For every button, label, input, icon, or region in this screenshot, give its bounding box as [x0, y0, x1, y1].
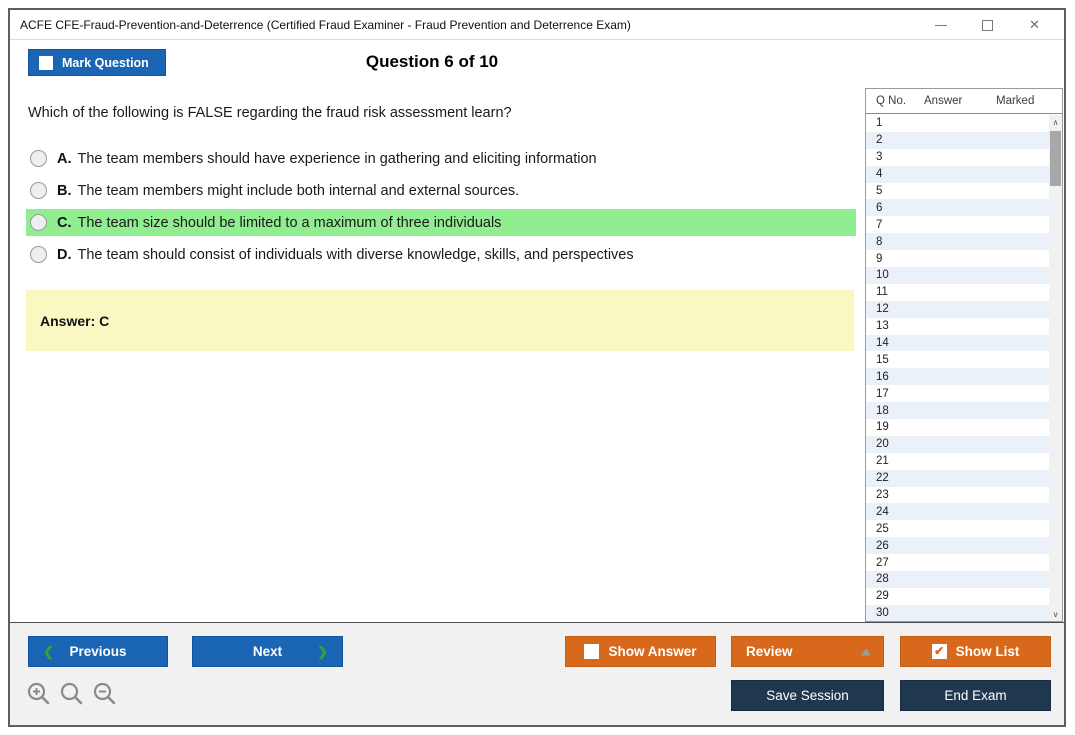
question-number: 12 [876, 303, 889, 316]
show-list-label: Show List [955, 644, 1020, 659]
scroll-up-icon[interactable]: ∧ [1052, 117, 1059, 127]
question-number: 2 [876, 134, 883, 147]
question-list-row[interactable] [866, 419, 1049, 436]
question-list-row[interactable] [866, 267, 1049, 284]
option-b-letter: B. [57, 182, 72, 199]
question-number: 26 [876, 539, 889, 552]
question-list-row[interactable] [866, 216, 1049, 233]
next-label: Next [252, 644, 283, 659]
question-number: 5 [876, 185, 883, 197]
close-icon: ✕ [1029, 17, 1040, 32]
mark-question-label: Mark Question [62, 55, 149, 70]
question-number: 25 [876, 522, 889, 535]
show-answer-button[interactable] [565, 636, 716, 667]
question-number: 20 [876, 438, 889, 451]
show-answer-label: Show Answer [608, 644, 697, 659]
option-a[interactable] [26, 145, 856, 172]
question-number: 11 [876, 286, 888, 299]
question-list-row[interactable] [866, 588, 1049, 605]
footer-bar [10, 622, 1064, 725]
question-list-row[interactable] [866, 520, 1049, 537]
question-list-row[interactable] [866, 537, 1049, 554]
question-list-row[interactable] [866, 318, 1049, 335]
question-list-row[interactable] [866, 183, 1049, 200]
chevron-left-icon: ❮ [43, 643, 54, 659]
minimize-button[interactable] [917, 10, 964, 40]
question-number: 30 [876, 607, 889, 620]
question-number: 23 [876, 489, 889, 502]
question-list-row[interactable] [866, 166, 1049, 183]
question-list-row[interactable] [866, 335, 1049, 352]
question-list-row[interactable] [866, 368, 1049, 385]
option-d[interactable] [26, 241, 856, 268]
question-list-row[interactable] [866, 385, 1049, 402]
review-dropdown[interactable] [731, 636, 884, 667]
toolbar [10, 41, 1064, 83]
dropdown-up-icon [861, 648, 871, 655]
question-number: 7 [876, 218, 883, 231]
zoom-reset-icon[interactable] [59, 681, 85, 707]
question-list-row[interactable] [866, 453, 1049, 470]
question-number: 16 [876, 370, 889, 383]
question-list-row[interactable] [866, 605, 1049, 621]
question-list [866, 115, 1049, 621]
question-list-row[interactable] [866, 470, 1049, 487]
question-number: 22 [876, 472, 889, 485]
radio-option-a[interactable] [30, 150, 47, 167]
column-qno: Q No. [876, 95, 907, 107]
question-number: 24 [876, 505, 889, 518]
option-d-letter: D. [57, 246, 72, 263]
previous-button[interactable] [28, 636, 168, 667]
close-button[interactable] [1011, 10, 1058, 40]
review-label: Review [746, 644, 793, 659]
check-icon: ✔ [934, 643, 945, 658]
column-answer: Answer [924, 95, 963, 107]
question-list-row[interactable] [866, 301, 1049, 318]
question-number: 19 [876, 421, 889, 434]
option-a-letter: A. [57, 150, 72, 167]
question-list-scrollbar[interactable] [1049, 115, 1062, 621]
question-list-row[interactable] [866, 250, 1049, 267]
show-list-checkbox[interactable] [932, 644, 947, 659]
question-number: 15 [876, 353, 889, 366]
end-exam-button[interactable] [900, 680, 1051, 711]
question-text: Which of the following is FALSE regarding the fraud risk assessment learn? [28, 105, 512, 121]
question-list-row[interactable] [866, 132, 1049, 149]
maximize-button[interactable] [964, 10, 1011, 40]
radio-option-b[interactable] [30, 182, 47, 199]
chevron-right-icon: ❯ [317, 643, 328, 659]
question-number: 27 [876, 556, 889, 569]
question-number: 8 [876, 235, 883, 248]
question-list-row[interactable] [866, 554, 1049, 571]
question-list-row[interactable] [866, 402, 1049, 419]
maximize-icon [982, 20, 993, 31]
end-exam-label: End Exam [944, 688, 1007, 703]
question-list-row[interactable] [866, 115, 1049, 132]
radio-option-c[interactable] [30, 214, 47, 231]
question-list-header [866, 89, 1062, 114]
question-list-row[interactable] [866, 284, 1049, 301]
question-number: 14 [876, 337, 889, 350]
question-list-panel [865, 88, 1063, 622]
question-number: 3 [876, 151, 883, 164]
question-number: 9 [876, 252, 883, 265]
zoom-out-icon[interactable] [92, 681, 118, 707]
zoom-controls [26, 681, 118, 707]
question-number: 29 [876, 590, 889, 603]
radio-option-d[interactable] [30, 246, 47, 263]
question-list-row[interactable] [866, 149, 1049, 166]
question-panel [20, 83, 856, 622]
minimize-icon [935, 25, 947, 26]
question-list-row[interactable] [866, 487, 1049, 504]
option-c-text: The team size should be limited to a maximum of three individuals [77, 214, 502, 231]
question-counter: Question 6 of 10 [365, 52, 499, 71]
option-c[interactable] [26, 209, 856, 236]
question-number: 1 [876, 117, 883, 130]
question-list-row[interactable] [866, 233, 1049, 250]
option-d-text: The team should consist of individuals with diverse knowledge, skills, and perspectives [77, 246, 634, 263]
question-number: 21 [876, 455, 889, 468]
question-number: 6 [876, 201, 883, 214]
next-button[interactable] [192, 636, 343, 667]
show-list-button[interactable] [900, 636, 1051, 667]
app-window [8, 8, 1066, 727]
question-list-row[interactable] [866, 436, 1049, 453]
title-bar [10, 10, 1064, 40]
option-c-letter: C. [57, 214, 72, 231]
option-b-text: The team members might include both internal and external sources. [77, 182, 520, 199]
previous-label: Previous [69, 644, 127, 659]
save-session-button[interactable] [731, 680, 884, 711]
scroll-down-icon[interactable]: ∨ [1052, 609, 1059, 619]
question-list-row[interactable] [866, 199, 1049, 216]
question-number: 28 [876, 573, 889, 586]
question-number: 10 [876, 269, 889, 282]
question-list-row[interactable] [866, 503, 1049, 520]
show-answer-checkbox[interactable] [584, 644, 599, 659]
question-list-row[interactable] [866, 571, 1049, 588]
question-number: 17 [876, 387, 889, 400]
window-controls [917, 10, 1058, 40]
question-list-row[interactable] [866, 351, 1049, 368]
answer-text: Answer: C [40, 312, 110, 329]
window-title: ACFE CFE-Fraud-Prevention-and-Deterrence (Certified Fraud Examiner - Fraud Prevention and Deterrence Exam) [20, 17, 631, 32]
question-number: 18 [876, 404, 889, 417]
question-number: 13 [876, 320, 889, 333]
zoom-in-icon[interactable] [26, 681, 52, 707]
option-b[interactable] [26, 177, 856, 204]
question-number: 4 [876, 168, 883, 181]
scrollbar-thumb[interactable] [1050, 131, 1061, 186]
option-a-text: The team members should have experience in gathering and eliciting information [77, 150, 597, 167]
save-session-label: Save Session [766, 688, 849, 703]
answer-box [26, 290, 854, 351]
column-marked: Marked [996, 95, 1035, 107]
